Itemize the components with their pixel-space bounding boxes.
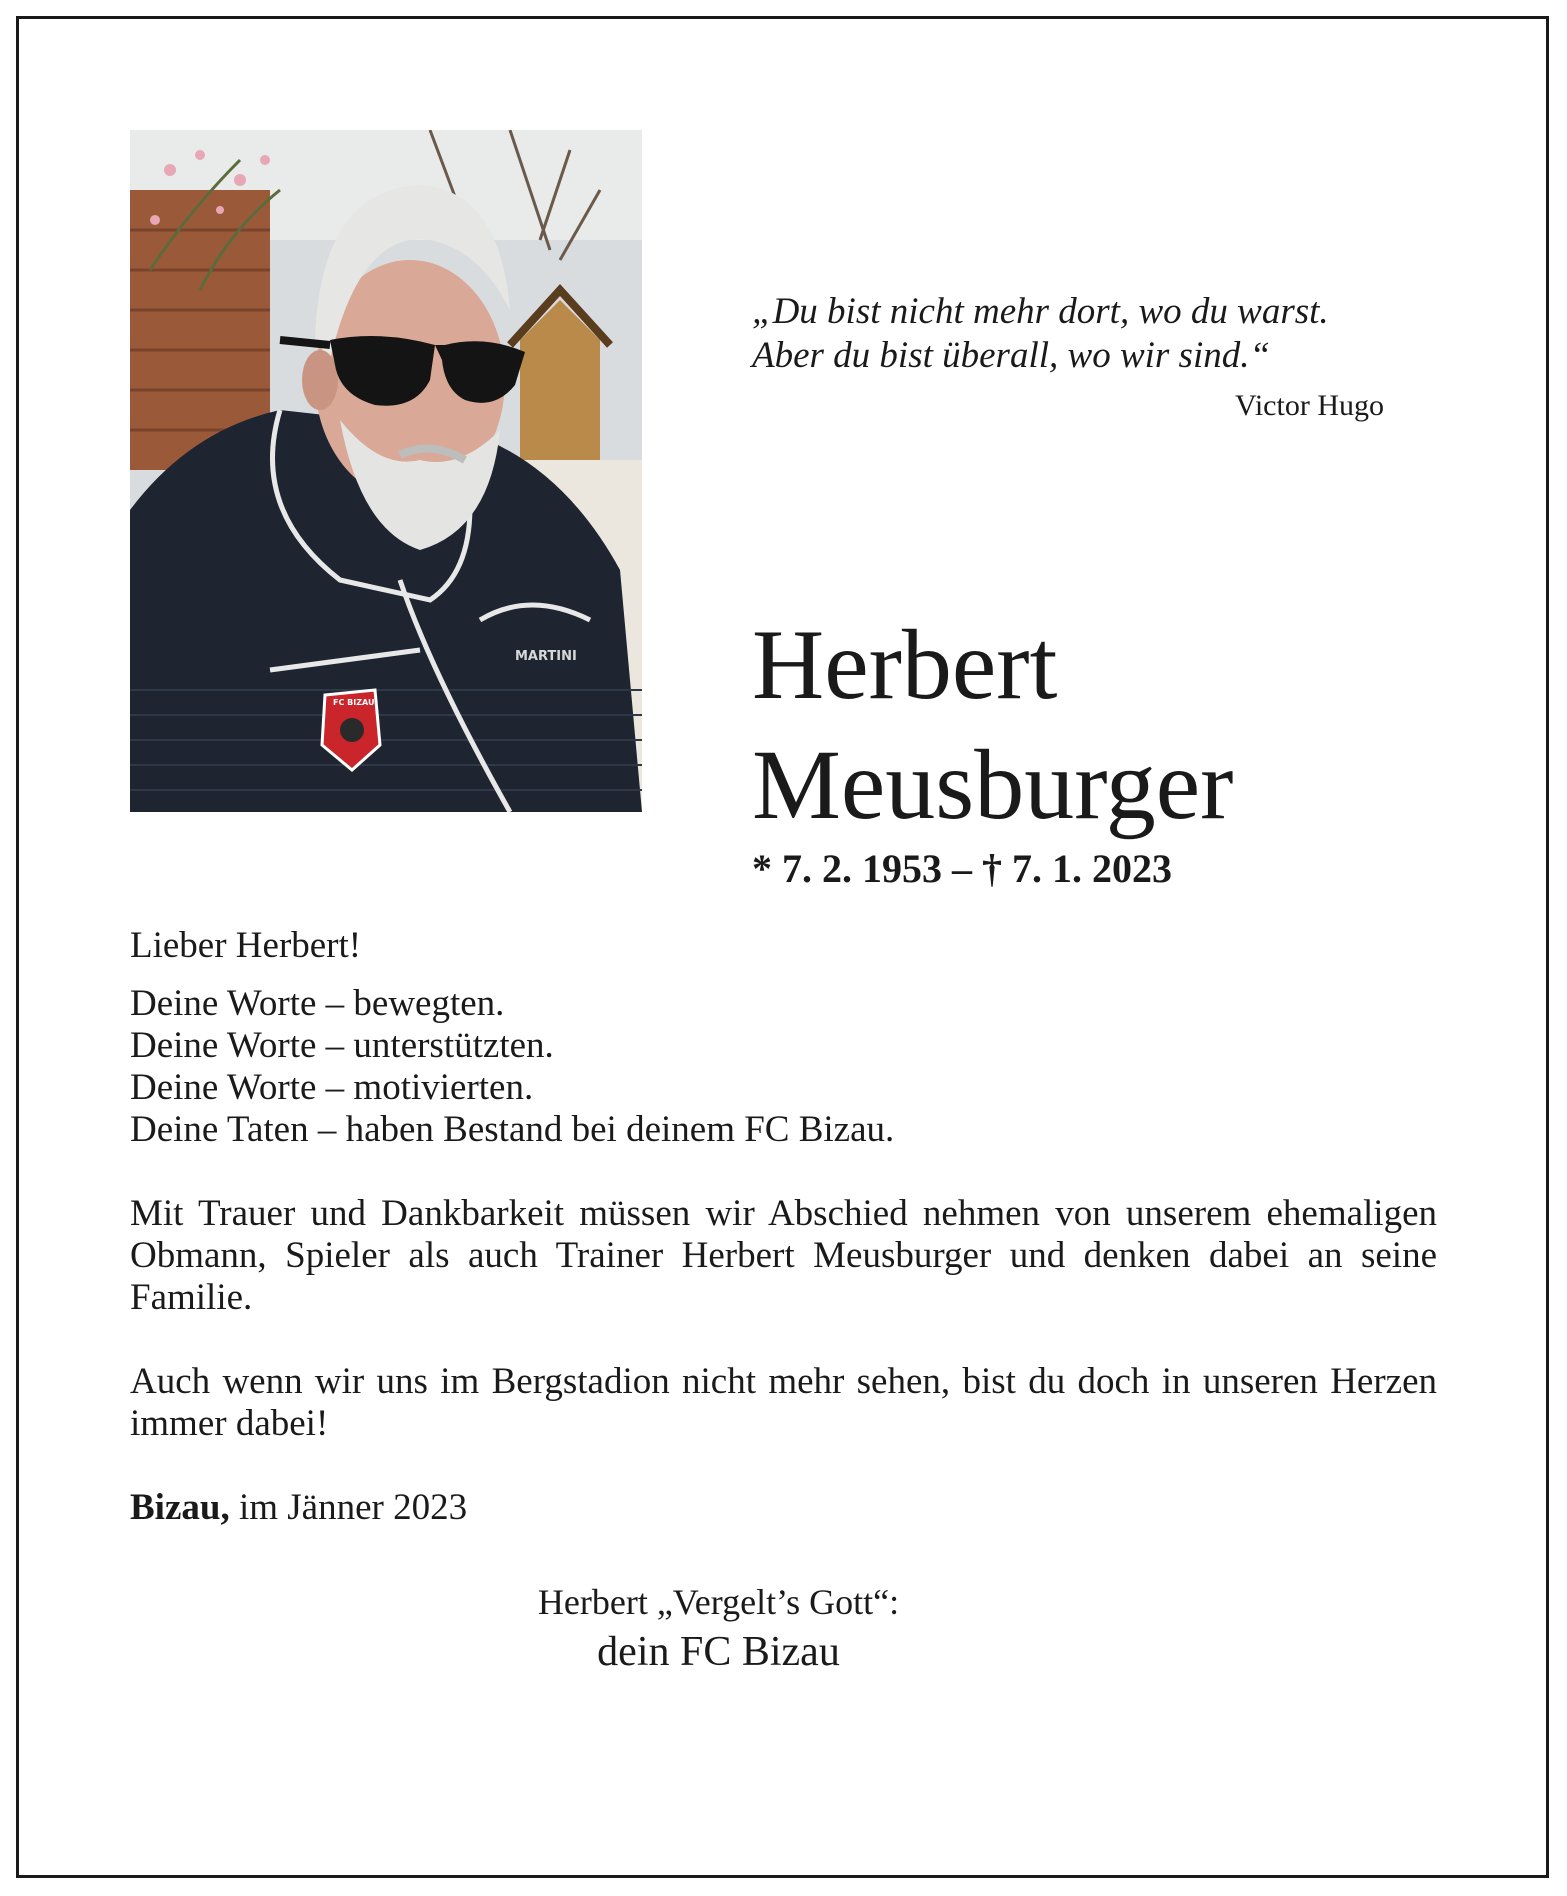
paragraph-farewell: Mit Trauer und Dankbarkeit müssen wir Abschied nehmen von unserem ehemaligen Obmann, Spieler als auch Trainer Herbert Meusburger und denken dabei an seine Familie. <box>130 1193 1437 1318</box>
greeting: Lieber Herbert! <box>130 925 362 966</box>
quote-block <box>752 290 1392 426</box>
paragraph-memory: Auch wenn wir uns im Bergstadion nicht mehr sehen, bist du doch in unseren Herzen immer dabei! <box>130 1361 1437 1444</box>
quote-author: Victor Hugo <box>1234 389 1384 422</box>
tribute-line: Deine Taten – haben Bestand bei deinem FC Bizau. <box>130 1109 895 1150</box>
closing-thanks: Herbert „Vergelt’s Gott“: <box>537 1582 900 1622</box>
life-dates: * 7. 2. 1953 – † 7. 1. 2023 <box>752 846 1172 891</box>
date: im Jänner 2023 <box>229 1487 468 1528</box>
tribute-line: Deine Worte – unterstützten. <box>130 1025 554 1066</box>
closing-signature: dein FC Bizau <box>597 1629 840 1675</box>
first-name: Herbert <box>752 609 1058 720</box>
place-date <box>130 1487 1437 1529</box>
closing-block <box>130 1580 1437 1680</box>
place: Bizau, <box>130 1487 230 1528</box>
tribute-lines <box>130 983 1437 1151</box>
portrait-photo <box>130 130 642 812</box>
obituary-text <box>130 925 1437 1529</box>
jacket-logo-text: MARTINI <box>515 649 577 664</box>
deceased-name <box>752 605 1233 845</box>
quote-line-1: „Du bist nicht mehr dort, wo du warst. <box>752 291 1329 332</box>
quote-line-2: Aber du bist überall, wo wir sind.“ <box>752 335 1271 376</box>
badge-text: FC BIZAU <box>333 698 375 707</box>
tribute-line: Deine Worte – motivierten. <box>130 1067 534 1108</box>
last-name: Meusburger <box>752 729 1234 840</box>
tribute-line: Deine Worte – bewegten. <box>130 983 505 1024</box>
